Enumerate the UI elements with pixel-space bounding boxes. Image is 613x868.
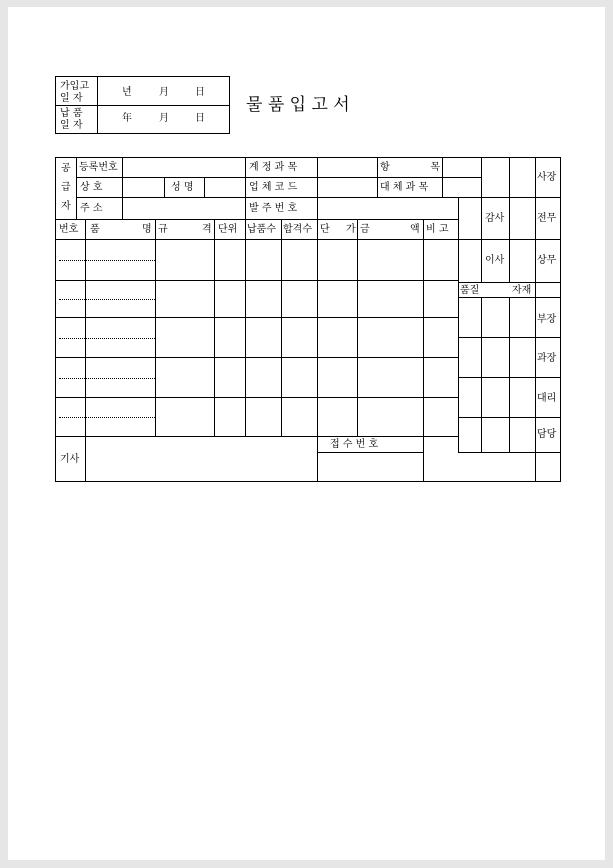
page-title: 물 품 입 고 서 [246, 95, 350, 115]
col-passed-header: 합격수 [283, 224, 312, 235]
vendor-code-label: 업 체 코 드 [249, 182, 298, 193]
date-year: 년 [122, 87, 132, 98]
approval-director: 이사 [485, 255, 505, 266]
date-year: 年 [122, 113, 132, 124]
receipt-no-label: 접 수 번 호 [330, 439, 379, 450]
approval-deputy: 대리 [537, 393, 557, 404]
date-month: 月 [159, 87, 169, 98]
col-price-header: 단 [320, 224, 330, 235]
item-label: 항 목 [380, 162, 440, 173]
date-row1-label: 가입고 [60, 81, 89, 92]
account-label: 계 정 과 목 [249, 162, 298, 173]
supplier-side-label: 공 [61, 163, 71, 174]
col-spec-header: 규 [158, 224, 168, 235]
col-product-header: 품 [90, 224, 100, 235]
date-row2-label: 납 품 [60, 108, 83, 119]
date-day: 日 [195, 113, 205, 124]
date-month: 月 [159, 113, 169, 124]
approval-section-head: 과장 [537, 353, 557, 364]
reg-no-label: 등록번호 [79, 162, 118, 173]
order-no-label: 발 주 번 호 [249, 203, 298, 214]
col-no-header: 번호 [59, 224, 79, 235]
alt-account-label: 대 체 과 목 [380, 182, 429, 193]
approval-president: 사장 [537, 172, 557, 183]
approval-quality: 품질 [460, 285, 480, 296]
col-unit-header: 단위 [218, 224, 238, 235]
approval-audit: 감사 [485, 213, 505, 224]
approval-executive: 상무 [537, 255, 557, 266]
approval-managing-director: 전무 [537, 213, 557, 224]
company-label: 상 호 [80, 182, 103, 193]
address-label: 주 소 [80, 203, 103, 214]
note-label: 기사 [60, 454, 80, 465]
col-remark-header: 비 고 [426, 224, 449, 235]
col-delivered-header: 납품수 [247, 224, 276, 235]
approval-materials: 자재 [512, 285, 532, 296]
col-amount-header: 금 [360, 224, 370, 235]
date-day: 日 [195, 87, 205, 98]
document-page: 가입고 일 자 납 품 일 자 년 月 日 年 月 日 물 품 입 고 서 공 급 자 등록번호 상 호 성 명 주 소 계 정 과 목 업 체 코 드 발 주 번 호 항 목 대 체 과 목 번호 품 명 규 격 단위 납품수 합격수 단 가 금 액 비 고 기사 접 수 번 호 사장 감사 전무 이사 상무 품질 자재 부장 과장 대리 담당 [8, 7, 605, 860]
receipt-form [55, 157, 561, 482]
approval-dept-head: 부장 [537, 314, 557, 325]
approval-staff: 담당 [537, 429, 557, 440]
name-label: 성 명 [171, 182, 194, 193]
